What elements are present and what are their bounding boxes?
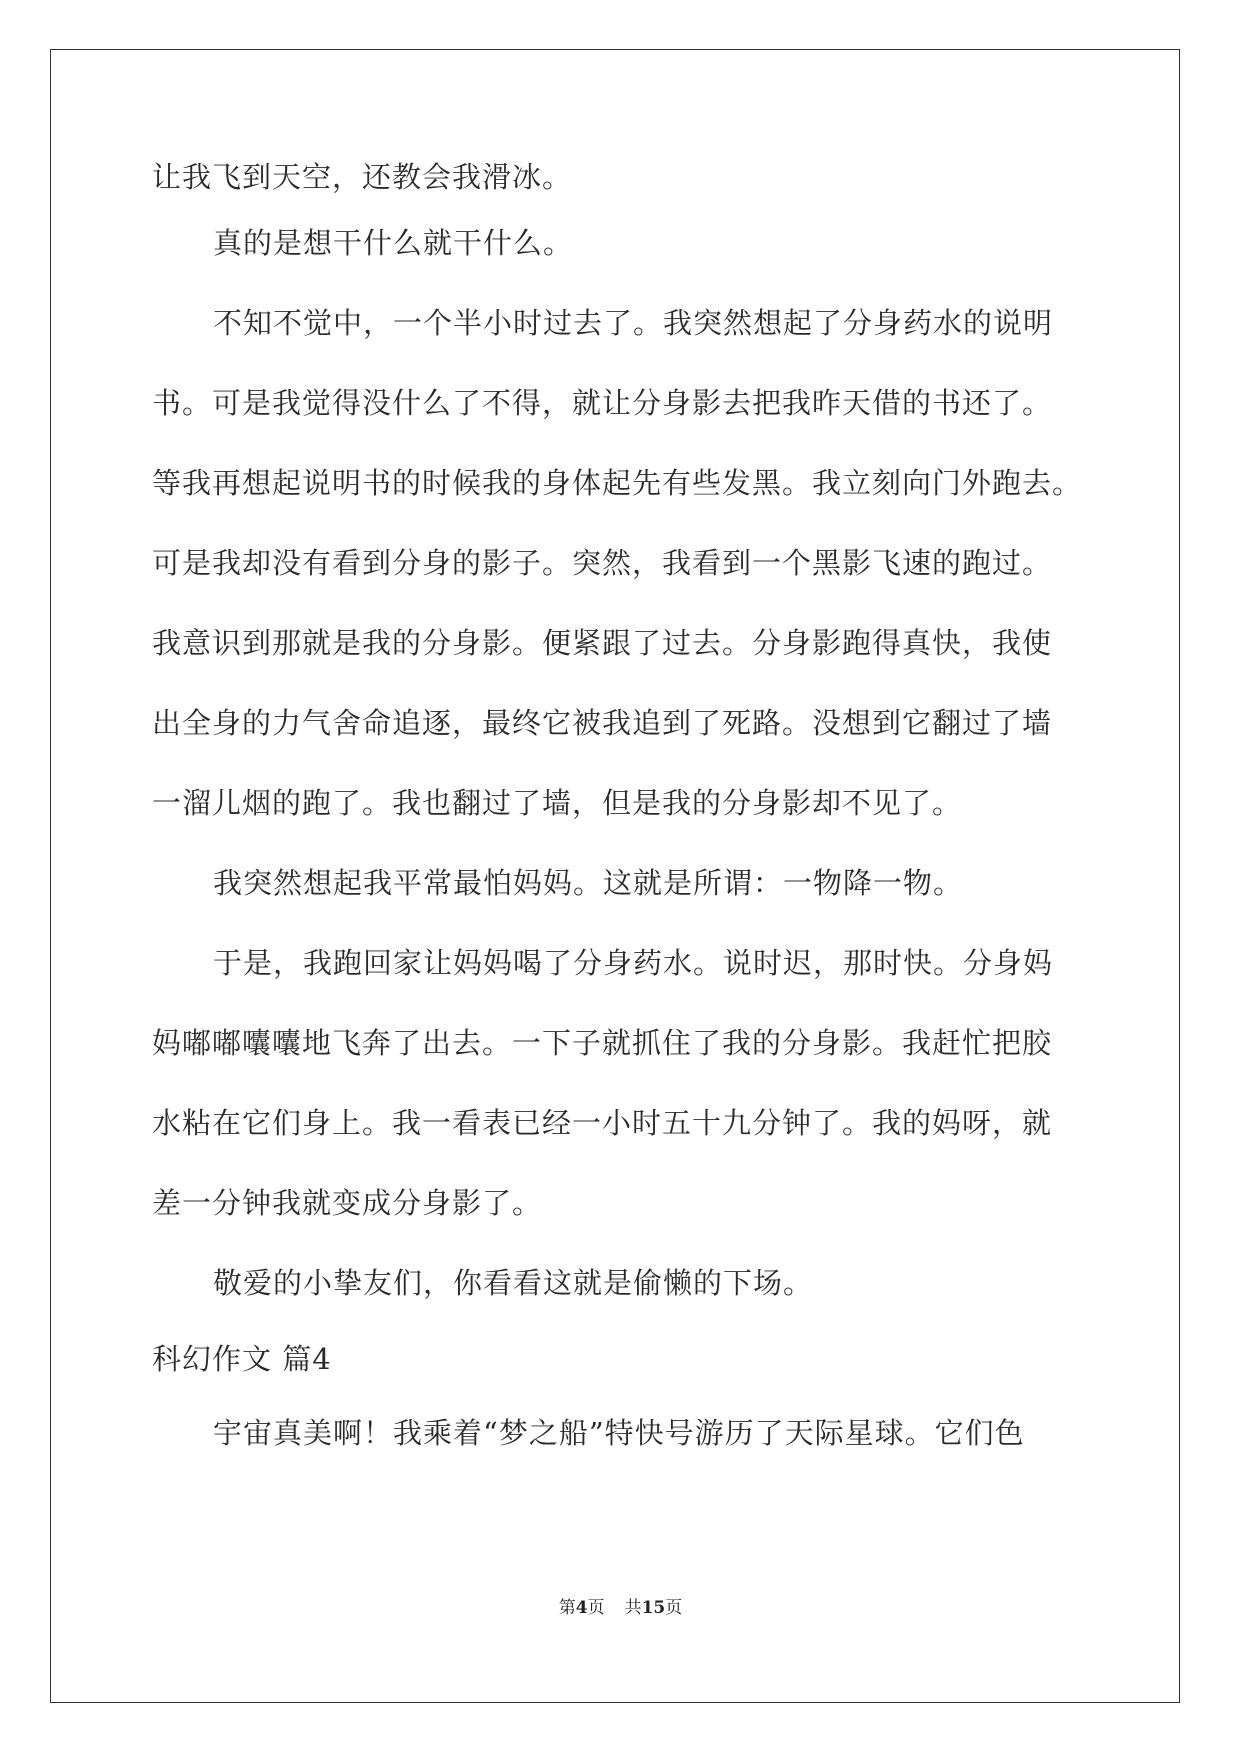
page-number: 4: [575, 1598, 588, 1618]
text-line: 书。可是我觉得没什么了不得，就让分身影去把我昨天借的书还了。: [152, 386, 1053, 420]
text-line: 我意识到那就是我的分身影。便紧跟了过去。分身影跑得真快，我使: [152, 626, 1053, 660]
text-line: 可是我却没有看到分身的影子。突然，我看到一个黑影飞速的跑过。: [152, 546, 1053, 580]
total-prefix: 共: [624, 1598, 642, 1618]
page-suffix: 页: [587, 1598, 605, 1618]
total-pages: 15: [641, 1598, 666, 1618]
text-line: 真的是想干什么就干什么。: [213, 226, 574, 260]
text-line: 我突然想起我平常最怕妈妈。这就是所谓：一物降一物。: [213, 866, 964, 900]
text-line: 宇宙真美啊！我乘着“梦之船”特快号游历了天际星球。它们色: [213, 1416, 1025, 1450]
text-line: 妈嘟嘟囔囔地飞奔了出去。一下子就抓住了我的分身影。我赶忙把胶: [152, 1026, 1053, 1060]
page-footer: [0, 1596, 1241, 1620]
text-line: 水粘在它们身上。我一看表已经一小时五十九分钟了。我的妈呀，就: [152, 1106, 1053, 1140]
total-suffix: 页: [665, 1598, 683, 1618]
page-prefix: 第: [558, 1598, 576, 1618]
text-line: 出全身的力气舍命追逐，最终它被我追到了死路。没想到它翻过了墙: [152, 706, 1053, 740]
text-line: 让我飞到天空，还教会我滑冰。: [152, 160, 573, 194]
text-line: 不知不觉中，一个半小时过去了。我突然想起了分身药水的说明: [213, 306, 1054, 340]
text-line: 敬爱的小挚友们，你看看这就是偷懒的下场。: [213, 1266, 814, 1300]
text-line: 一溜儿烟的跑了。我也翻过了墙，但是我的分身影却不见了。: [152, 786, 963, 820]
text-line: 差一分钟我就变成分身影了。: [152, 1186, 543, 1220]
section-heading: 科幻作文 篇4: [152, 1342, 332, 1376]
text-line: 于是，我跑回家让妈妈喝了分身药水。说时迟，那时快。分身妈: [213, 946, 1054, 980]
text-line: 等我再想起说明书的时候我的身体起先有些发黑。我立刻向门外跑去。: [152, 466, 1083, 500]
